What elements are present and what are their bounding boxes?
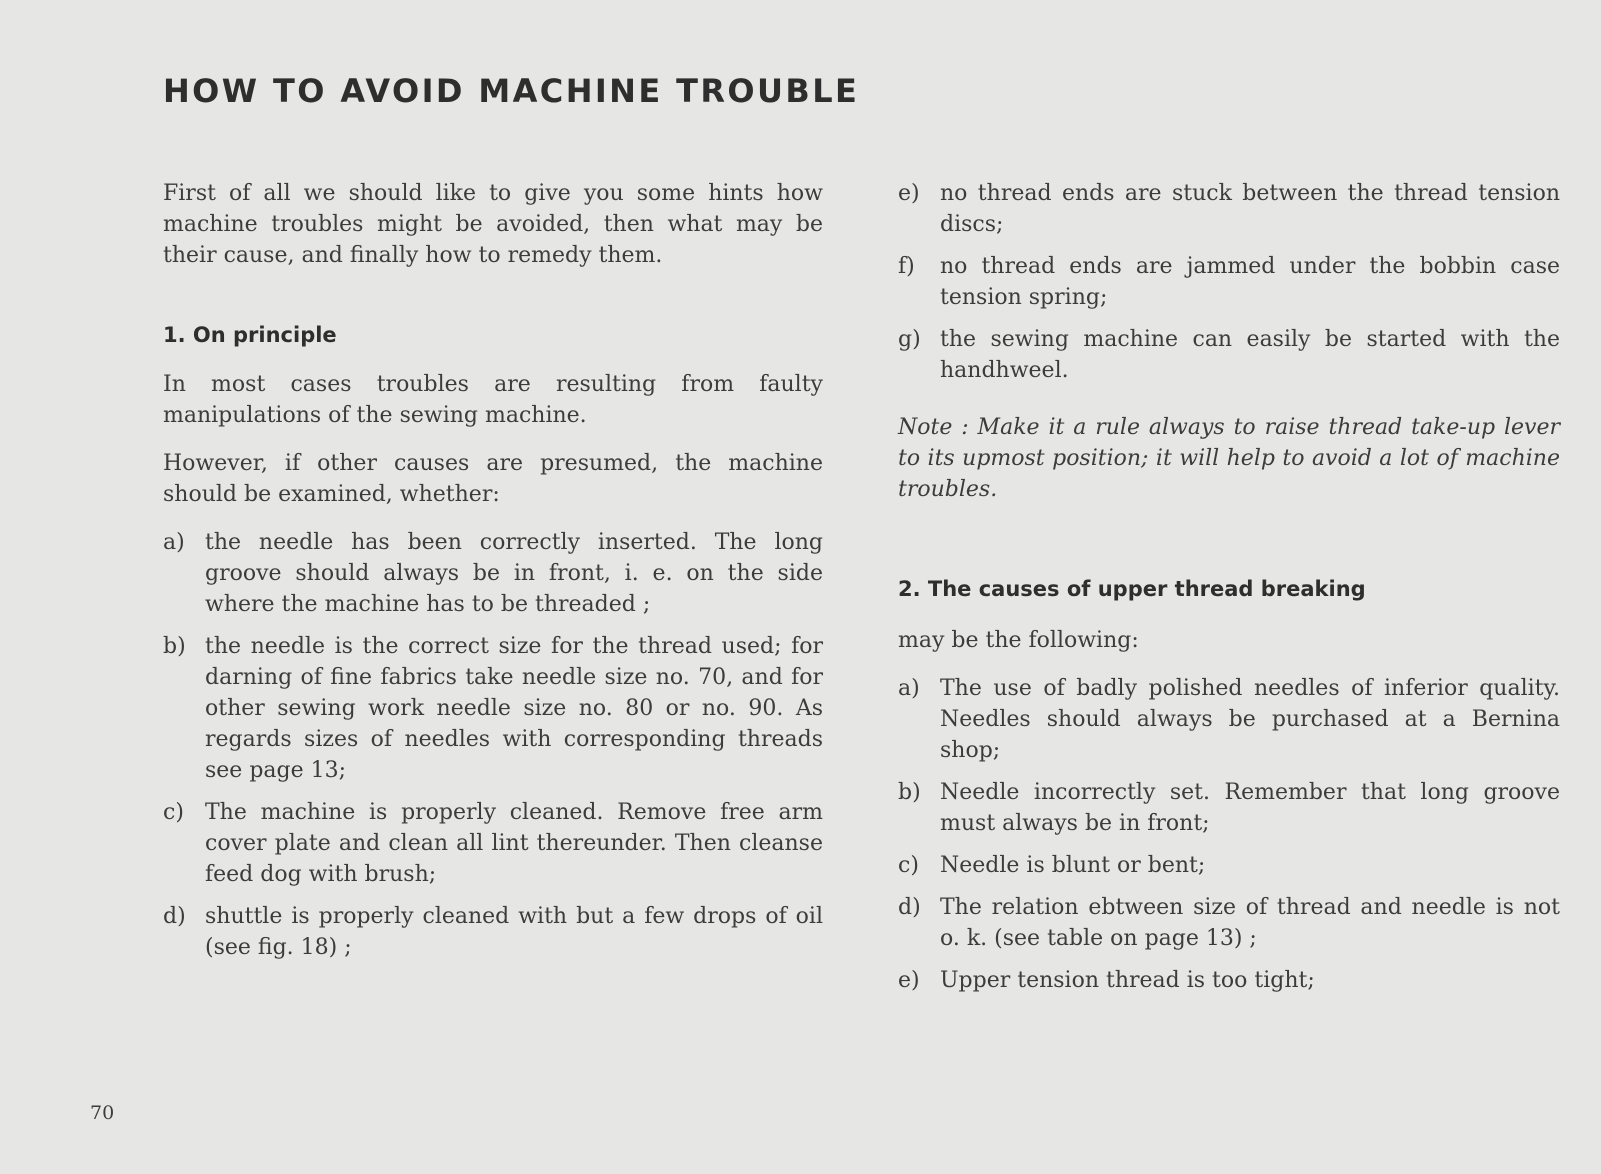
- note-paragraph: Note : Make it a rule always to raise thread take-up lever to its upmost position; it will help to avoid a lot of machine troubles.: [898, 415, 1560, 502]
- page-title: HOW TO AVOID MACHINE TROUBLE: [163, 72, 860, 110]
- list-item-label: a): [898, 676, 920, 701]
- list-item-text: no thread ends are stuck between the thread tension discs;: [940, 181, 1560, 237]
- list-item-text: The machine is properly cleaned. Remove free arm cover plate and clean all lint thereunder. Then cleanse feed dog with brush;: [205, 800, 823, 887]
- list-item: [898, 251, 1560, 313]
- intro-paragraph: First of all we should like to give you some hints how machine troubles might be avoided, then what may be their cause, and finally how to remedy them.: [163, 181, 823, 268]
- list-item-text: Needle is blunt or bent;: [940, 853, 1206, 878]
- list-item-text: The relation ebtween size of thread and needle is not o. k. (see table on page 13) ;: [940, 895, 1560, 951]
- list-item-label: e): [898, 968, 920, 993]
- list-item-label: c): [163, 800, 184, 825]
- section-1-heading: 1. On principle: [163, 323, 337, 347]
- list-item: [898, 178, 1560, 240]
- list-item: [163, 631, 823, 786]
- list-item: [163, 527, 823, 620]
- list-item-label: b): [898, 780, 921, 805]
- list-item-text: The use of badly polished needles of inferior quality. Needles should always be purchased at a Bernina shop;: [940, 676, 1560, 763]
- list-item-text: Upper tension thread is too tight;: [940, 968, 1315, 993]
- list-item-label: f): [898, 254, 915, 279]
- list-item-label: c): [898, 853, 919, 878]
- list-item: [163, 901, 823, 963]
- section-2-heading: 2. The causes of upper thread breaking: [898, 577, 1366, 601]
- left-column: [163, 178, 823, 963]
- list-item-text: no thread ends are jammed under the bobbin case tension spring;: [940, 254, 1560, 310]
- list-item: [898, 892, 1560, 954]
- list-item-label: d): [163, 904, 186, 929]
- list-item-label: b): [163, 634, 186, 659]
- list-item-label: a): [163, 530, 185, 555]
- list-item: [898, 965, 1560, 996]
- list-item: [898, 850, 1560, 881]
- section-1-paragraph-1: In most cases troubles are resulting from faulty manipulations of the sewing machine.: [163, 372, 823, 428]
- list-item: [898, 673, 1560, 766]
- list-item-text: shuttle is properly cleaned with but a few drops of oil (see fig. 18) ;: [205, 904, 823, 960]
- list-item-text: the needle is the correct size for the thread used; for darning of fine fabrics take needle size no. 70, and for other sewing work needle size no. 80 or no. 90. As regards sizes of needles with corresponding threads see page 13;: [205, 634, 823, 783]
- list-item-text: Needle incorrectly set. Remember that long groove must always be in front;: [940, 780, 1560, 836]
- list-item-text: the needle has been correctly inserted. The long groove should always be in front, i. e. on the side where the machine has to be threaded ;: [205, 530, 823, 617]
- list-item: [898, 777, 1560, 839]
- right-column: [898, 178, 1560, 996]
- list-item-label: e): [898, 181, 920, 206]
- page-number: 70: [90, 1102, 115, 1124]
- list-item-text: the sewing machine can easily be started with the handhweel.: [940, 327, 1560, 383]
- list-item: [898, 324, 1560, 386]
- list-item-label: g): [898, 327, 921, 352]
- list-item: [163, 797, 823, 890]
- section-1-paragraph-2: However, if other causes are presumed, the machine should be examined, whether:: [163, 451, 823, 507]
- section-2-lead: may be the following:: [898, 628, 1139, 653]
- list-item-label: d): [898, 895, 921, 920]
